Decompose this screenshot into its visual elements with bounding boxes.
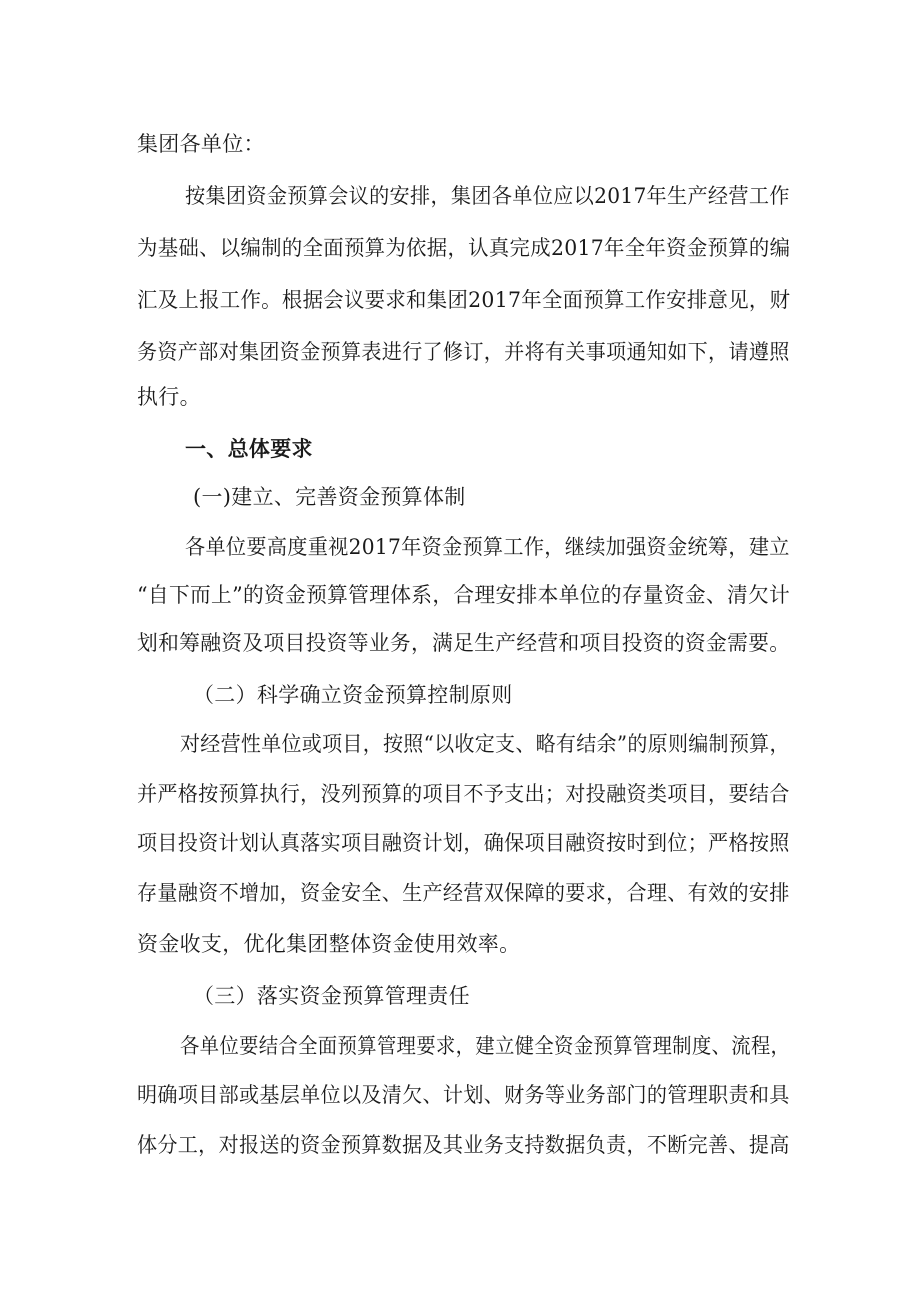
paragraph-1-line-1: 按集团资金预算会议的安排，集团各单位应以2017年生产经营工作 bbox=[185, 184, 790, 208]
paragraph-2-line-3: 划和筹融资及项目投资等业务，满足生产经营和项目投资的资金需要。 bbox=[137, 631, 791, 655]
paragraph-3-line-1: 对经营性单位或项目，按照“以收定支、略有结余”的原则编制预算， bbox=[180, 732, 790, 756]
paragraph-3-line-5: 资金收支，优化集团整体资金使用效率。 bbox=[137, 932, 521, 956]
paragraph-4-line-1: 各单位要结合全面预算管理要求，建立健全资金预算管理制度、流程， bbox=[180, 1034, 791, 1058]
paragraph-1-line-3: 汇及上报工作。根据会议要求和集团2017年全面预算工作安排意见，财 bbox=[137, 288, 791, 312]
paragraph-3-line-3: 项目投资计划认真落实项目融资计划，确保项目融资按时到位；严格按照 bbox=[137, 831, 790, 855]
salutation: 集团各单位： bbox=[137, 132, 265, 156]
paragraph-3-line-4: 存量融资不增加，资金安全、生产经营双保障的要求，合理、有效的安排 bbox=[137, 881, 790, 905]
paragraph-2-line-2: “自下而上”的资金预算管理体系，合理安排本单位的存量资金、清欠计 bbox=[137, 583, 791, 607]
paragraph-1-line-4: 务资产部对集团资金预算表进行了修订，并将有关事项通知如下，请遵照 bbox=[137, 340, 790, 364]
paragraph-2-line-1: 各单位要高度重视2017年资金预算工作，继续加强资金统筹，建立 bbox=[185, 535, 790, 559]
subheading-3: （三）落实资金预算管理责任 bbox=[193, 984, 470, 1008]
paragraph-1-line-2: 为基础、以编制的全面预算为依据，认真完成2017年全年资金预算的编 bbox=[137, 236, 791, 260]
section-heading-1: 一、总体要求 bbox=[185, 436, 313, 461]
paragraph-3-line-2: 并严格按预算执行，没列预算的项目不予支出；对投融资类项目，要结合 bbox=[137, 782, 790, 806]
paragraph-4-line-3: 体分工，对报送的资金预算数据及其业务支持数据负责，不断完善、提高 bbox=[137, 1133, 790, 1157]
paragraph-4-line-2: 明确项目部或基层单位以及清欠、计划、财务等业务部门的管理职责和具 bbox=[137, 1083, 790, 1107]
subheading-1: (一)建立、完善资金预算体制 bbox=[193, 485, 466, 509]
paragraph-1-line-5: 执行。 bbox=[137, 385, 201, 409]
subheading-2: （二）科学确立资金预算控制原则 bbox=[193, 683, 513, 707]
